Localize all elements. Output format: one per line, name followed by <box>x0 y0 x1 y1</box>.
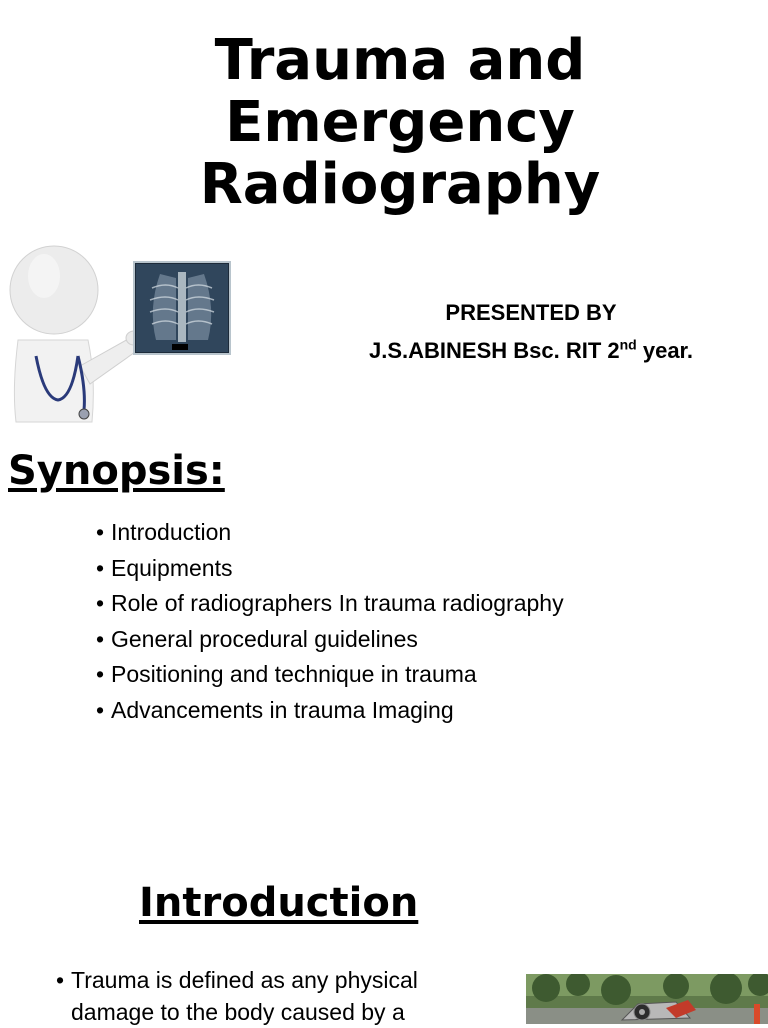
synopsis-heading: Synopsis: <box>8 448 225 494</box>
bullet-icon: • <box>96 696 105 723</box>
bullet-icon: • <box>96 661 105 687</box>
bullet-icon: • <box>96 519 105 545</box>
presenter-block <box>300 298 762 370</box>
introduction-heading: Introduction <box>139 880 419 926</box>
slide-title: Trauma and Emergency Radiography <box>199 28 601 217</box>
bullet-icon: • <box>56 967 65 993</box>
list-item: • Advancements in trauma Imaging <box>96 694 566 726</box>
doctor-xray-illustration <box>0 228 236 424</box>
bullet-icon: • <box>96 625 105 652</box>
introduction-text: Trauma is defined as any physical damage to the body caused by a <box>71 967 418 1025</box>
accident-photo <box>526 974 768 1024</box>
list-item: • Positioning and technique in trauma <box>96 658 566 690</box>
doctor-xray-icon <box>0 228 236 424</box>
bullet-icon: • <box>96 554 105 581</box>
bullet-icon: • <box>96 590 105 616</box>
introduction-bullet <box>56 964 501 1028</box>
list-item: • Introduction <box>96 516 566 548</box>
list-item: • General procedural guidelines <box>96 623 566 655</box>
list-item: • Equipments <box>96 552 566 584</box>
presenter-name: J.S.ABINESH Bsc. RIT 2nd year. <box>368 336 694 363</box>
synopsis-list <box>96 516 566 729</box>
list-item: • Role of radiographers In trauma radiography <box>96 587 566 619</box>
presented-by-label: PRESENTED BY <box>445 300 617 325</box>
car-accident-icon <box>526 974 768 1024</box>
